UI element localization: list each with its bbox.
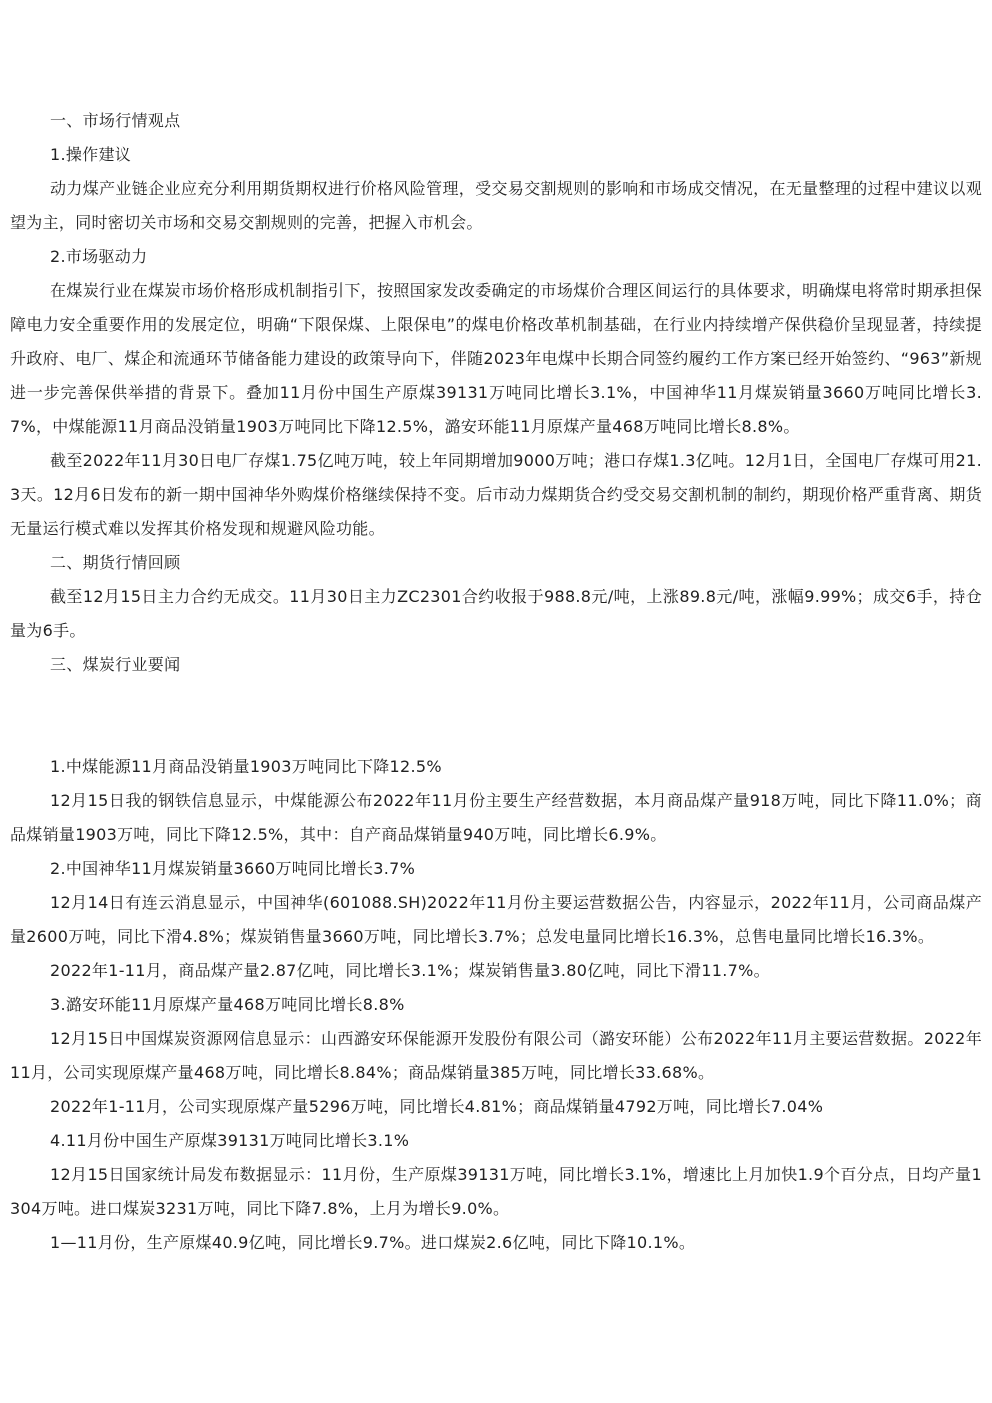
news-paragraph-3b: 2022年1-11月，公司实现原煤产量5296万吨，同比增长4.81%；商品煤销量4792万吨，同比增长7.04% <box>50 1097 824 1116</box>
subheading-market-drivers: 2.市场驱动力 <box>50 247 148 266</box>
section-heading-futures-review: 二、期货行情回顾 <box>50 553 181 572</box>
subheading-operation-advice: 1.操作建议 <box>50 145 132 164</box>
news-paragraph-3a: 12月15日中国煤炭资源网信息显示：山西潞安环保能源开发股份有限公司（潞安环能）公布2022年11月主要运营数据。2022年11月，公司实现原煤产量468万吨，同比增长8.84%；商品煤销量385万吨，同比增长33.68%。 <box>10 1029 982 1082</box>
paragraph-inventory: 截至2022年11月30日电厂存煤1.75亿吨万吨，较上年同期增加9000万吨；港口存煤1.3亿吨。12月1日，全国电厂存煤可用21.3天。12月6日发布的新一期中国神华外购煤价格继续保持不变。后市动力煤期货合约受交易交割机制的制约，期现价格严重背离、期货无量运行模式难以发挥其价格发现和规避风险功能。 <box>10 451 982 538</box>
news-title-1: 1.中煤能源11月商品没销量1903万吨同比下降12.5% <box>50 757 442 776</box>
paragraph-futures-review: 截至12月15日主力合约无成交。11月30日主力ZC2301合约收报于988.8元/吨，上涨89.8元/吨，涨幅9.99%；成交6手，持仓量为6手。 <box>10 587 982 640</box>
news-title-4: 4.11月份中国生产原煤39131万吨同比增长3.1% <box>50 1131 410 1150</box>
news-paragraph-2b: 2022年1-11月，商品煤产量2.87亿吨，同比增长3.1%；煤炭销售量3.80亿吨，同比下滑11.7%。 <box>50 961 770 980</box>
paragraph-market-drivers: 在煤炭行业在煤炭市场价格形成机制指引下，按照国家发改委确定的市场煤价合理区间运行的具体要求，明确煤电将常时期承担保障电力安全重要作用的发展定位，明确“下限保煤、上限保电”的煤电价格改革机制基础，在行业内持续增产保供稳价呈现显著，持续提升政府、电厂、煤企和流通环节储备能力建设的政策导向下，伴随2023年电煤中长期合同签约履约工作方案已经开始签约、“963”新规进一步完善保供举措的背景下。叠加11月份中国生产原煤39131万吨同比增长3.1%，中国神华11月煤炭销量3660万吨同比增长3.7%，中煤能源11月商品没销量1903万吨同比下降12.5%，潞安环能11月原煤产量468万吨同比增长8.8%。 <box>10 281 982 436</box>
section-heading-industry-news: 三、煤炭行业要闻 <box>50 655 181 674</box>
news-paragraph-4b: 1—11月份，生产原煤40.9亿吨，同比增长9.7%。进口煤炭2.6亿吨，同比下降10.1%。 <box>50 1233 696 1252</box>
news-paragraph-2a: 12月14日有连云消息显示，中国神华(601088.SH)2022年11月份主要运营数据公告，内容显示，2022年11月，公司商品煤产量2600万吨，同比下滑4.8%；煤炭销售量3660万吨，同比增长3.7%；总发电量同比增长16.3%，总售电量同比增长16.3%。 <box>10 893 982 946</box>
document-page <box>10 104 982 1260</box>
news-title-3: 3.潞安环能11月原煤产量468万吨同比增长8.8% <box>50 995 405 1014</box>
blank-spacer <box>10 682 982 750</box>
news-title-2: 2.中国神华11月煤炭销量3660万吨同比增长3.7% <box>50 859 416 878</box>
paragraph-operation-advice: 动力煤产业链企业应充分利用期货期权进行价格风险管理，受交易交割规则的影响和市场成交情况，在无量整理的过程中建议以观望为主，同时密切关市场和交易交割规则的完善，把握入市机会。 <box>10 179 982 232</box>
news-paragraph-4a: 12月15日国家统计局发布数据显示：11月份，生产原煤39131万吨，同比增长3.1%，增速比上月加快1.9个百分点，日均产量1304万吨。进口煤炭3231万吨，同比下降7.8%，上月为增长9.0%。 <box>10 1165 982 1218</box>
news-paragraph-1: 12月15日我的钢铁信息显示，中煤能源公布2022年11月份主要生产经营数据，本月商品煤产量918万吨，同比下降11.0%；商品煤销量1903万吨，同比下降12.5%，其中：自产商品煤销量940万吨，同比增长6.9%。 <box>10 791 982 844</box>
section-heading-market-view: 一、市场行情观点 <box>50 111 181 130</box>
